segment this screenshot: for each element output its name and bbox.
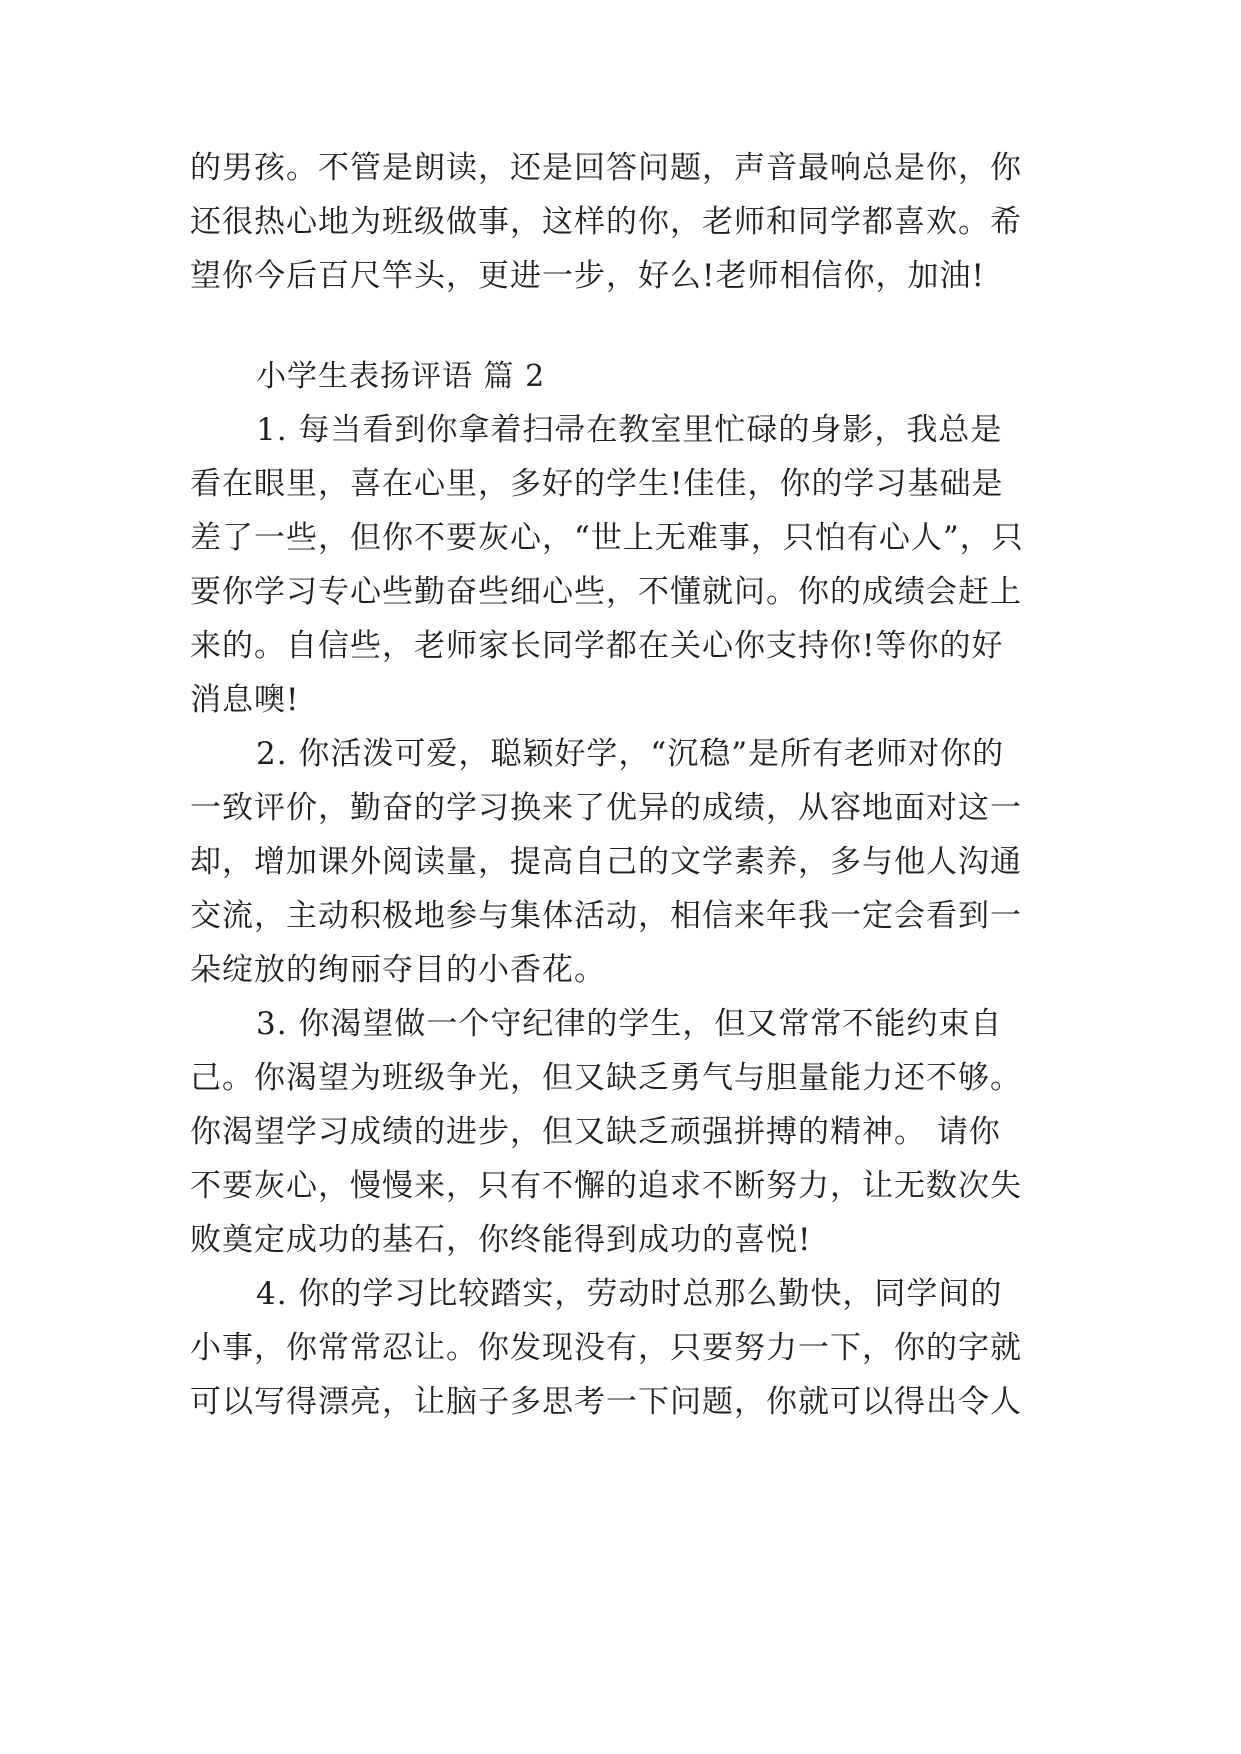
item-1-line: 看在眼里，喜在心里，多好的学生!佳佳，你的学习基础是: [190, 466, 1004, 502]
intro-line: 望你今后百尺竿头，更进一步，好么!老师相信你，加油!: [190, 258, 985, 294]
item-1-line: 差了一些，但你不要灰心，“世上无难事，只怕有心人”，只: [190, 520, 1024, 556]
intro-line: 的男孩。不管是朗读，还是回答问题，声音最响总是你，你: [190, 150, 1022, 186]
item-4-line: 可以写得漂亮，让脑子多思考一下问题，你就可以得出令人: [190, 1384, 1022, 1420]
item-1-line: 1. 每当看到你拿着扫帚在教室里忙碌的身影，我总是: [256, 412, 1003, 448]
item-4-line: 小事，你常常忍让。你发现没有，只要努力一下，你的字就: [190, 1330, 1022, 1366]
item-3-line: 你渴望学习成绩的进步，但又缺乏顽强拼搏的精神。 请你: [190, 1114, 1001, 1150]
item-2-line: 却，增加课外阅读量，提高自己的文学素养，多与他人沟通: [190, 844, 1022, 880]
item-1-line: 来的。自信些，老师家长同学都在关心你支持你!等你的好: [190, 628, 1004, 664]
item-2-line: 一致评价，勤奋的学习换来了优异的成绩，从容地面对这一: [190, 790, 1022, 826]
item-3-line: 己。你渴望为班级争光，但又缺乏勇气与胆量能力还不够。: [190, 1060, 1022, 1096]
item-2-line: 交流，主动积极地参与集体活动，相信来年我一定会看到一: [190, 898, 1022, 934]
section-title: 小学生表扬评语 篇 2: [256, 359, 546, 394]
item-1-line: 消息噢!: [190, 682, 300, 718]
item-3-line: 3. 你渴望做一个守纪律的学生，但又常常不能约束自: [256, 1006, 1003, 1042]
item-2-line: 朵绽放的绚丽夺目的小香花。: [190, 952, 606, 988]
intro-line: 还很热心地为班级做事，这样的你，老师和同学都喜欢。希: [190, 204, 1022, 240]
item-3-line: 不要灰心，慢慢来，只有不懈的追求不断努力，让无数次失: [190, 1168, 1022, 1204]
item-1-line: 要你学习专心些勤奋些细心些，不懂就问。你的成绩会赶上: [190, 574, 1022, 610]
item-2-line: 2. 你活泼可爱，聪颖好学，“沉稳”是所有老师对你的: [256, 736, 1005, 772]
item-4-line: 4. 你的学习比较踏实，劳动时总那么勤快，同学间的: [256, 1276, 1003, 1312]
item-3-line: 败奠定成功的基石，你终能得到成功的喜悦!: [190, 1222, 812, 1258]
